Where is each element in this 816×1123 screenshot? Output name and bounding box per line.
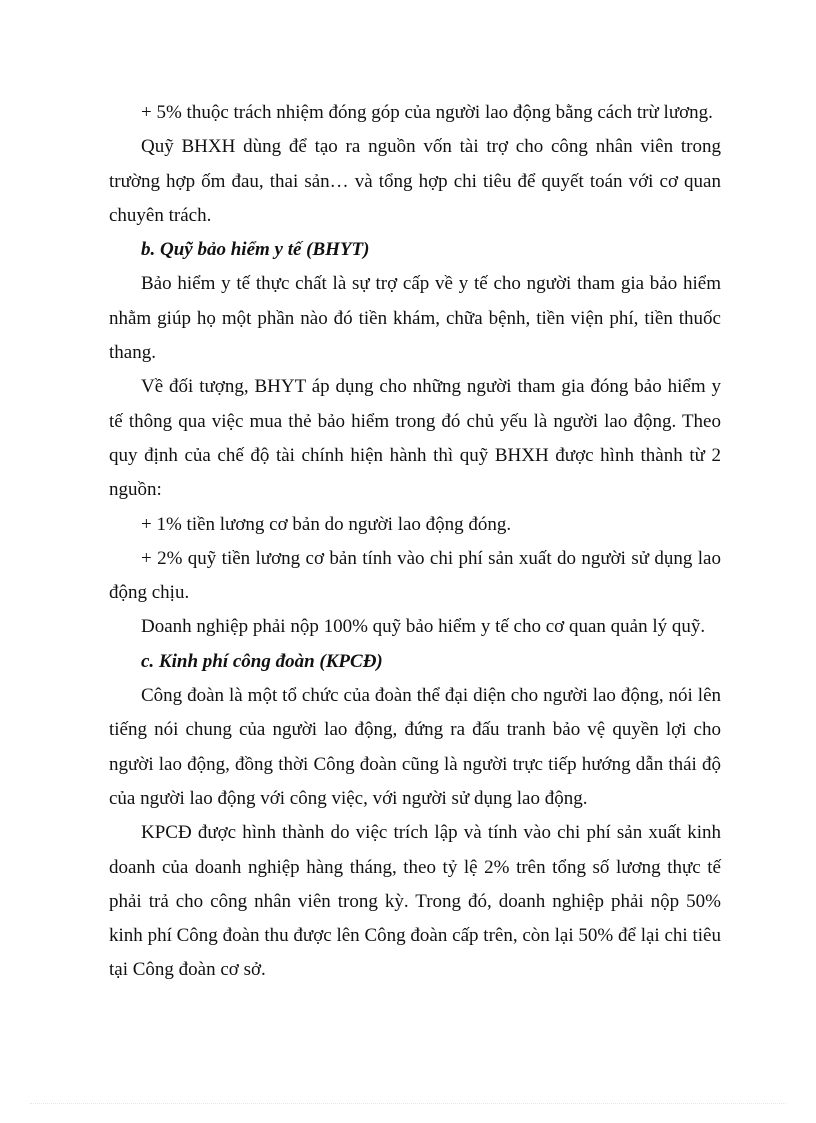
paragraph-bhyt-remittance: Doanh nghiệp phải nộp 100% quỹ bảo hiểm y tế cho cơ quan quản lý quỹ.	[141, 616, 706, 638]
paragraph-kpcd-formation: KPCĐ được hình thành do việc trích lập và tính vào chi phí sản xuất kinh doanh của doanh nghiệp hàng tháng, theo tỷ lệ 2% trên tổng số lương thực tế phải trả cho công nhân viên trong kỳ. Trong đó, doanh nghiệp phải nộp 50% kinh phí Công đoàn thu được lên Công đoàn cấp trên, còn lại 50% để lại chi tiêu tại Công đoàn cơ sở.	[109, 822, 721, 981]
paragraph-bhyt-source-employer: + 2% quỹ tiền lương cơ bản tính vào chi phí sản xuất do người sử dụng lao động chịu.	[109, 547, 721, 604]
page-content	[109, 96, 721, 988]
paragraph-kpcd-union-role: Công đoàn là một tổ chức của đoàn thể đại diện cho người lao động, nói lên tiếng nói chung của người lao động, đứng ra đấu tranh bảo vệ quyền lợi cho người lao động, đồng thời Công đoàn cũng là người trực tiếp hướng dẫn thái độ của người lao động với công việc, với người sử dụng lao động.	[109, 685, 721, 809]
paragraph-bhyt-definition: Bảo hiểm y tế thực chất là sự trợ cấp về y tế cho người tham gia bảo hiểm nhằm giúp họ một phần nào đó tiền khám, chữa bệnh, tiền viện phí, tiền thuốc thang.	[109, 273, 721, 364]
page-bottom-divider	[30, 1103, 786, 1104]
section-heading-bhyt: b. Quỹ bảo hiểm y tế (BHYT)	[141, 239, 370, 261]
section-heading-kpcd: c. Kinh phí công đoàn (KPCĐ)	[141, 650, 383, 672]
paragraph-bhyt-scope: Về đối tượng, BHYT áp dụng cho những người tham gia đóng bảo hiểm y tế thông qua việc mua thẻ bảo hiểm trong đó chủ yếu là người lao động. Theo quy định của chế độ tài chính hiện hành thì quỹ BHXH được hình thành từ 2 nguồn:	[109, 376, 721, 501]
paragraph-bhxh-usage: Quỹ BHXH dùng để tạo ra nguồn vốn tài trợ cho công nhân viên trong trường hợp ốm đau, thai sản… và tổng hợp chi tiêu để quyết toán với cơ quan chuyên trách.	[109, 136, 721, 226]
paragraph-bhxh-employee-share: + 5% thuộc trách nhiệm đóng góp của người lao động bằng cách trừ lương.	[141, 102, 713, 123]
paragraph-bhyt-source-employee: + 1% tiền lương cơ bản do người lao động đóng.	[141, 513, 512, 535]
